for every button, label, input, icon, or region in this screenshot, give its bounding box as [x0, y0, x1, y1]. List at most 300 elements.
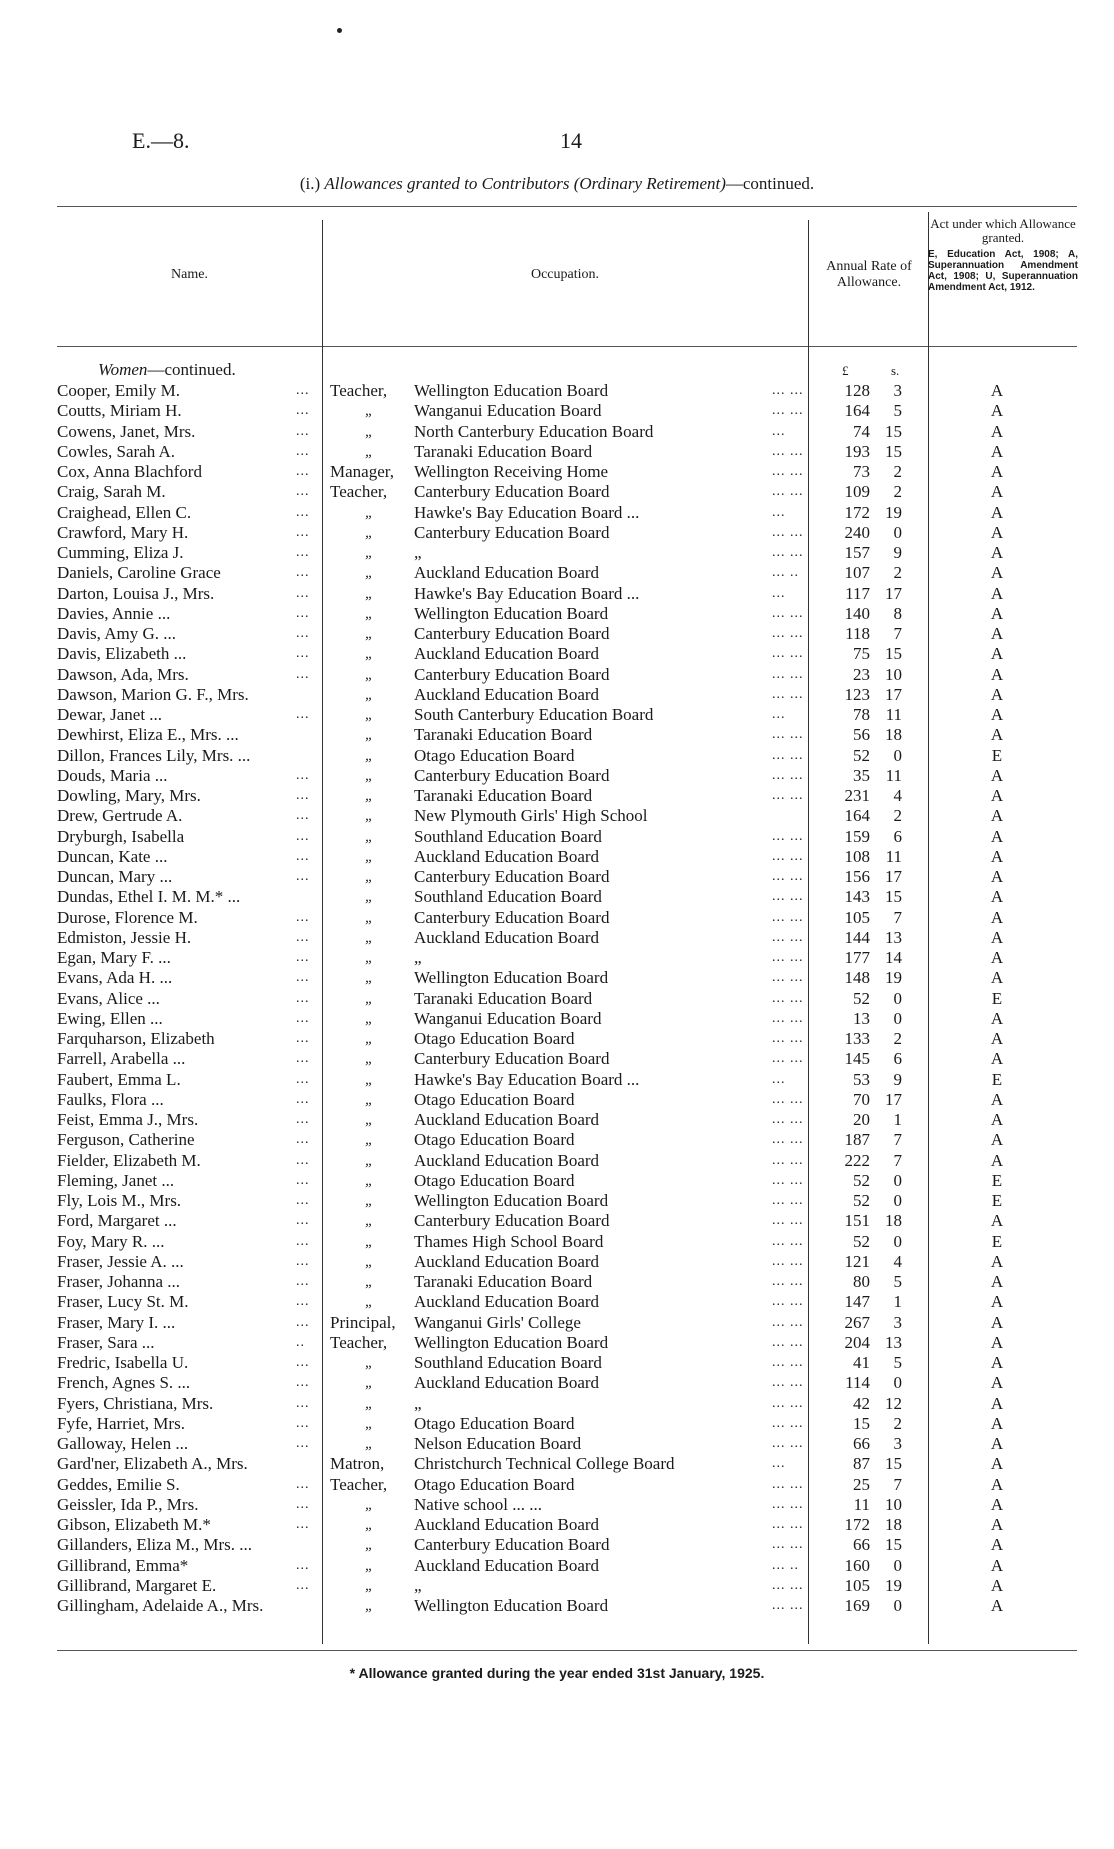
name-cell: Gibson, Elizabeth M.*	[57, 1515, 211, 1534]
occupation-leader: ... ...	[772, 1010, 804, 1026]
occupation-leader: ...	[772, 585, 786, 601]
table-row	[0, 1070, 1114, 1090]
ditto-mark: „	[365, 707, 374, 723]
table-row	[0, 1049, 1114, 1069]
name-cell: Fraser, Sara ...	[57, 1332, 155, 1352]
ditto-mark: „	[365, 1375, 374, 1392]
act-cell: A	[990, 786, 1004, 805]
ditto-mark: „	[365, 848, 374, 865]
pounds-cell: 74	[853, 421, 870, 441]
pounds-cell: 25	[853, 1474, 870, 1494]
occupation-leader: ...	[772, 1071, 786, 1087]
ditto-mark: „	[365, 1557, 374, 1574]
pounds-cell: 267	[844, 1312, 870, 1332]
pounds-cell: 231	[844, 786, 870, 805]
occupation-cell: Taranaki Education Board	[414, 786, 593, 805]
occupation-cell: Auckland Education Board	[414, 1373, 600, 1393]
name-leader: ...	[296, 545, 310, 560]
shillings-cell: 2	[893, 482, 902, 502]
table-row	[0, 665, 1114, 685]
name-cell: Fraser, Jessie A. ...	[57, 1251, 184, 1271]
act-cell: A	[990, 1150, 1004, 1170]
act-cell: A	[990, 1211, 1004, 1231]
name-leader: ...	[296, 788, 310, 803]
shillings-cell: 15	[885, 1454, 902, 1474]
act-cell: E	[991, 1069, 1003, 1089]
shillings-cell: 15	[885, 644, 902, 664]
shillings-cell: 2	[893, 806, 902, 826]
occupation-cell: Auckland Education Board	[414, 1110, 600, 1129]
occupation-leader: ... ...	[772, 524, 804, 540]
occupation-leader: ... ...	[772, 686, 804, 702]
footnote: * Allowance granted during the year ended 31st January, 1925.	[349, 1665, 765, 1681]
pounds-cell: 73	[853, 462, 870, 481]
pounds-cell: 159	[844, 826, 870, 846]
occupation-prefix: Teacher,	[330, 482, 388, 502]
pounds-cell: 164	[844, 806, 870, 826]
name-leader: ...	[296, 1294, 310, 1310]
shillings-cell: 4	[893, 1251, 902, 1271]
ditto-mark: „	[365, 1152, 374, 1169]
occupation-leader: ... ...	[772, 1031, 804, 1046]
act-cell: A	[990, 968, 1004, 988]
act-cell: A	[990, 1272, 1004, 1291]
name-leader: ...	[296, 990, 310, 1006]
name-leader: ...	[296, 1496, 310, 1512]
occupation-cell: Auckland Education Board	[414, 1150, 600, 1170]
header-act-legend: E, Education Act, 1908; A, Superannuation Amendment Act, 1908; U, Superannuation Amendment Act, 1912.	[928, 249, 1078, 293]
unit-pounds: £	[842, 363, 849, 378]
act-cell: A	[990, 927, 1004, 947]
occupation-cell: Canterbury Education Board	[414, 1211, 610, 1231]
pounds-cell: 52	[853, 1191, 870, 1210]
table-row	[0, 1515, 1114, 1535]
name-leader: ...	[296, 504, 310, 520]
ditto-mark: „	[365, 1274, 374, 1290]
pounds-cell: 156	[844, 867, 870, 886]
name-cell: Duncan, Mary ...	[57, 867, 173, 886]
occupation-leader: ... ...	[772, 1517, 804, 1532]
name-cell: Gard'ner, Elizabeth A., Mrs.	[57, 1454, 248, 1474]
name-cell: Douds, Maria ...	[57, 765, 168, 785]
table-row	[0, 1211, 1114, 1231]
table-row	[0, 1130, 1114, 1150]
name-cell: Durose, Florence M.	[57, 907, 198, 927]
occupation-leader: ... ...	[772, 383, 804, 398]
table-row	[0, 442, 1114, 462]
pounds-cell: 114	[845, 1373, 870, 1393]
table-row	[0, 705, 1114, 725]
name-cell: Dillon, Frances Lily, Mrs. ...	[57, 745, 251, 765]
occupation-cell: Canterbury Education Board	[414, 1049, 610, 1069]
occupation-cell: Otago Education Board	[414, 1089, 575, 1109]
name-cell: Gillibrand, Margaret E.	[57, 1575, 217, 1595]
name-cell: Craighead, Ellen C.	[57, 502, 192, 522]
ditto-mark: „	[365, 828, 374, 845]
name-leader: ...	[296, 1233, 310, 1249]
occupation-cell: Canterbury Education Board	[414, 867, 610, 886]
shillings-cell: 0	[893, 1170, 902, 1190]
occupation-leader: ... ...	[772, 1496, 804, 1512]
ditto-mark: „	[365, 1132, 374, 1149]
pounds-cell: 52	[853, 745, 870, 765]
ditto-mark: „	[365, 1051, 374, 1068]
name-cell: Fredric, Isabella U.	[57, 1353, 189, 1372]
table-row	[0, 948, 1114, 968]
occupation-cell: „	[414, 948, 422, 967]
occupation-cell: Wellington Education Board	[414, 1332, 609, 1352]
table-row	[0, 543, 1114, 563]
occupation-leader: ... ...	[772, 950, 804, 965]
name-cell: Farquharson, Elizabeth	[57, 1029, 215, 1048]
occupation-cell: Canterbury Education Board	[414, 522, 610, 542]
ditto-mark: „	[365, 605, 374, 622]
table-row	[0, 968, 1114, 988]
occupation-cell: Wellington Education Board	[414, 603, 609, 623]
occupation-leader: ... ...	[772, 1233, 804, 1249]
caption-prefix: (i.)	[299, 174, 321, 193]
header-act-title: Act under which Allowance granted.	[930, 216, 1076, 245]
occupation-cell: „	[414, 1393, 422, 1413]
act-cell: A	[990, 1251, 1004, 1271]
occupation-cell: Otago Education Board	[414, 1170, 575, 1190]
pounds-cell: 240	[844, 522, 870, 542]
occupation-prefix: Principal,	[330, 1312, 396, 1332]
shillings-cell: 14	[885, 948, 902, 967]
name-leader: ...	[296, 1132, 310, 1148]
name-leader: ...	[296, 1415, 310, 1431]
table-row	[0, 462, 1114, 482]
act-cell: A	[990, 705, 1004, 724]
name-leader: ...	[296, 403, 310, 419]
name-leader: ...	[296, 1051, 310, 1067]
act-cell: A	[990, 664, 1004, 684]
pounds-cell: 169	[844, 1596, 870, 1615]
shillings-cell: 7	[893, 1150, 902, 1170]
pounds-cell: 52	[853, 1170, 870, 1190]
table-row	[0, 1373, 1114, 1393]
name-leader: ...	[296, 1476, 310, 1492]
occupation-prefix: Manager,	[330, 462, 394, 481]
table-row	[0, 989, 1114, 1009]
occupation-leader: ... ...	[772, 1476, 804, 1492]
table-row	[0, 725, 1114, 745]
shillings-cell: 17	[885, 1089, 902, 1109]
name-cell: Fraser, Mary I. ...	[57, 1312, 176, 1332]
occupation-leader: ... ...	[772, 1051, 804, 1067]
table-row	[0, 401, 1114, 421]
ditto-mark: „	[365, 524, 374, 541]
header-name: Name.	[171, 267, 208, 282]
pounds-cell: 222	[844, 1150, 870, 1170]
name-cell: Darton, Louisa J., Mrs.	[57, 583, 215, 603]
act-cell: A	[990, 806, 1004, 826]
table-row	[0, 806, 1114, 826]
name-cell: Galloway, Helen ...	[57, 1434, 189, 1453]
name-cell: Crawford, Mary H.	[57, 522, 189, 542]
table-row	[0, 746, 1114, 766]
name-cell: Fly, Lois M., Mrs.	[57, 1191, 182, 1210]
shillings-cell: 0	[893, 522, 902, 542]
name-leader: ...	[296, 464, 310, 479]
shillings-cell: 10	[885, 664, 902, 684]
act-cell: A	[990, 1535, 1004, 1555]
ditto-mark: „	[365, 1031, 374, 1047]
name-cell: Duncan, Kate ...	[57, 846, 168, 866]
table-caption	[0, 174, 1114, 194]
occupation-cell: Taranaki Education Board	[414, 441, 593, 461]
shillings-cell: 9	[893, 543, 902, 562]
shillings-cell: 5	[893, 1353, 902, 1372]
occupation-leader: ... ...	[772, 1193, 804, 1208]
table-row	[0, 1313, 1114, 1333]
ditto-mark: „	[365, 889, 374, 906]
ditto-mark: „	[365, 1071, 374, 1088]
table-row	[0, 867, 1114, 887]
name-cell: Fyers, Christiana, Mrs.	[57, 1393, 214, 1413]
name-cell: Davies, Annie ...	[57, 603, 171, 623]
table-row	[0, 1232, 1114, 1252]
occupation-cell: Taranaki Education Board	[414, 988, 593, 1008]
occupation-cell: „	[414, 543, 422, 562]
act-cell: E	[991, 1231, 1003, 1251]
pounds-cell: 147	[844, 1292, 870, 1312]
ditto-mark: „	[365, 1577, 374, 1594]
act-cell: A	[990, 887, 1004, 907]
table-row	[0, 887, 1114, 907]
act-cell: A	[990, 1373, 1004, 1393]
shillings-cell: 0	[893, 1231, 902, 1251]
name-cell: Fraser, Johanna ...	[57, 1272, 181, 1291]
occupation-cell: Taranaki Education Board	[414, 725, 593, 745]
shillings-cell: 2	[893, 563, 902, 583]
pounds-cell: 187	[844, 1130, 870, 1150]
shillings-cell: 0	[893, 745, 902, 765]
name-leader: ...	[296, 869, 310, 884]
table-row	[0, 1434, 1114, 1454]
name-cell: Fielder, Elizabeth M.	[57, 1150, 201, 1170]
act-cell: A	[990, 1312, 1004, 1332]
occupation-cell: Otago Education Board	[414, 1474, 575, 1494]
name-leader: ...	[296, 950, 310, 965]
table-row	[0, 1151, 1114, 1171]
name-leader: ...	[296, 484, 310, 500]
table-row	[0, 1394, 1114, 1414]
act-cell: E	[991, 988, 1003, 1008]
name-leader: ...	[296, 646, 310, 662]
pounds-cell: 172	[844, 502, 870, 522]
name-cell: Cooper, Emily M.	[57, 381, 181, 400]
act-cell: A	[990, 1474, 1004, 1494]
occupation-cell: Wellington Education Board	[414, 381, 609, 400]
name-cell: Dryburgh, Isabella	[57, 826, 185, 846]
occupation-prefix: Teacher,	[330, 381, 388, 400]
act-cell: A	[990, 1555, 1004, 1575]
act-cell: E	[991, 1170, 1003, 1190]
occupation-leader: ... ..	[772, 565, 799, 581]
ditto-mark: „	[365, 1436, 374, 1452]
ditto-mark: „	[365, 1355, 374, 1371]
occupation-leader: ... ...	[772, 767, 804, 783]
pounds-cell: 20	[853, 1110, 870, 1129]
act-cell: A	[990, 401, 1004, 421]
occupation-leader: ... ...	[772, 1213, 804, 1229]
name-leader: ...	[296, 1193, 310, 1208]
occupation-prefix: Teacher,	[330, 1474, 388, 1494]
occupation-leader: ... ...	[772, 929, 804, 945]
occupation-leader: ... ...	[772, 990, 804, 1006]
ditto-mark: „	[365, 1496, 374, 1513]
occupation-leader: ... ...	[772, 403, 804, 419]
pounds-cell: 87	[853, 1454, 870, 1474]
occupation-leader: ... ...	[772, 484, 804, 500]
occupation-leader: ... ...	[772, 1577, 804, 1593]
table-row	[0, 1333, 1114, 1353]
occupation-cell: Auckland Education Board	[414, 1515, 600, 1534]
name-leader: ...	[296, 1172, 310, 1188]
header-top-rule	[57, 206, 1077, 207]
occupation-leader: ... ...	[772, 1253, 804, 1269]
section-label-suffix: —continued.	[147, 360, 236, 379]
header-occupation: Occupation.	[530, 267, 600, 282]
table-row	[0, 1191, 1114, 1211]
name-cell: Geddes, Emilie S.	[57, 1474, 180, 1494]
act-cell: A	[990, 583, 1004, 603]
ditto-mark: „	[365, 545, 374, 561]
occupation-leader: ... ...	[772, 1314, 804, 1330]
occupation-leader: ... ...	[772, 970, 804, 986]
name-cell: Dewar, Janet ...	[57, 705, 163, 724]
shillings-cell: 1	[893, 1110, 902, 1129]
shillings-cell: 7	[893, 907, 902, 927]
occupation-leader: ... ...	[772, 626, 804, 641]
shillings-cell: 18	[885, 725, 902, 745]
table-row	[0, 1556, 1114, 1576]
act-cell: A	[990, 867, 1004, 886]
occupation-leader: ... ...	[772, 1598, 804, 1613]
name-cell: Cumming, Eliza J.	[57, 543, 184, 562]
occupation-leader: ... ...	[772, 1415, 804, 1431]
occupation-cell: Wellington Education Board	[414, 1191, 609, 1210]
pounds-cell: 15	[853, 1413, 870, 1433]
occupation-cell: Auckland Education Board	[414, 684, 600, 704]
name-leader: ...	[296, 1213, 310, 1229]
pounds-cell: 41	[853, 1353, 870, 1372]
name-cell: Craig, Sarah M.	[57, 482, 166, 502]
pounds-cell: 108	[844, 846, 870, 866]
name-cell: Egan, Mary F. ...	[57, 948, 171, 967]
act-cell: A	[990, 684, 1004, 704]
occupation-cell: Canterbury Education Board	[414, 482, 610, 502]
table-row	[0, 563, 1114, 583]
act-cell: A	[990, 725, 1004, 745]
name-cell: Davis, Amy G. ...	[57, 624, 176, 643]
name-cell: Dawson, Ada, Mrs.	[57, 664, 189, 684]
ditto-mark: „	[365, 403, 374, 420]
shillings-cell: 11	[885, 846, 902, 866]
name-cell: Edmiston, Jessie H.	[57, 927, 192, 947]
act-cell: A	[990, 1029, 1004, 1048]
occupation-leader: ... ...	[772, 1395, 804, 1411]
name-leader: ...	[296, 1010, 310, 1026]
table-row	[0, 1090, 1114, 1110]
table-row	[0, 1292, 1114, 1312]
ditto-mark: „	[365, 950, 374, 966]
name-leader: ...	[296, 626, 310, 641]
name-cell: Gillanders, Eliza M., Mrs. ...	[57, 1535, 252, 1555]
occupation-leader: ... ...	[772, 646, 804, 662]
occupation-leader: ... ...	[772, 605, 804, 621]
ditto-mark: „	[365, 990, 374, 1007]
shillings-cell: 3	[893, 1434, 902, 1453]
occupation-leader: ... ...	[772, 727, 804, 743]
table-row	[0, 908, 1114, 928]
table-row	[0, 1171, 1114, 1191]
ditto-mark: „	[365, 1294, 374, 1311]
name-leader: ...	[296, 1253, 310, 1269]
table-row	[0, 1029, 1114, 1049]
occupation-cell: Thames High School Board	[414, 1231, 604, 1251]
table-row	[0, 523, 1114, 543]
act-cell: A	[990, 421, 1004, 441]
table-row	[0, 624, 1114, 644]
pounds-cell: 66	[853, 1434, 870, 1453]
name-leader: ...	[296, 828, 310, 844]
occupation-cell: Southland Education Board	[414, 1353, 602, 1372]
pounds-cell: 70	[853, 1089, 870, 1109]
shillings-cell: 11	[885, 765, 902, 785]
act-cell: A	[990, 482, 1004, 502]
act-cell: A	[990, 522, 1004, 542]
act-cell: A	[990, 563, 1004, 583]
ditto-mark: „	[365, 747, 374, 764]
occupation-leader: ... ...	[772, 848, 804, 864]
occupation-leader: ... ...	[772, 1294, 804, 1310]
table-row	[0, 584, 1114, 604]
shillings-cell: 17	[885, 583, 902, 603]
table-row	[0, 1475, 1114, 1495]
act-cell: A	[990, 603, 1004, 623]
act-cell: A	[990, 826, 1004, 846]
pounds-cell: 157	[844, 543, 870, 562]
name-cell: Fyfe, Harriet, Mrs.	[57, 1413, 185, 1433]
name-cell: Ferguson, Catherine	[57, 1130, 195, 1150]
ditto-mark: „	[365, 1233, 374, 1250]
ditto-mark: „	[365, 929, 374, 946]
act-cell: A	[990, 1292, 1004, 1312]
occupation-leader: ... ...	[772, 909, 804, 925]
ditto-mark: „	[365, 565, 374, 582]
shillings-cell: 2	[893, 1029, 902, 1048]
pounds-cell: 133	[844, 1029, 870, 1048]
name-cell: Davis, Elizabeth ...	[57, 644, 187, 664]
ditto-mark: „	[365, 1537, 374, 1554]
header-act	[928, 217, 1078, 293]
act-cell: A	[990, 1413, 1004, 1433]
pounds-cell: 35	[853, 765, 870, 785]
shillings-cell: 8	[893, 603, 902, 623]
occupation-cell: Wellington Receiving Home	[414, 462, 609, 481]
occupation-cell: Nelson Education Board	[414, 1434, 582, 1453]
pounds-cell: 42	[853, 1393, 870, 1413]
ditto-mark: „	[365, 646, 374, 663]
table-row	[0, 644, 1114, 664]
ditto-mark: „	[365, 626, 374, 642]
table-row	[0, 1252, 1114, 1272]
table-row	[0, 685, 1114, 705]
ditto-mark: „	[365, 585, 374, 602]
shillings-cell: 15	[885, 441, 902, 461]
